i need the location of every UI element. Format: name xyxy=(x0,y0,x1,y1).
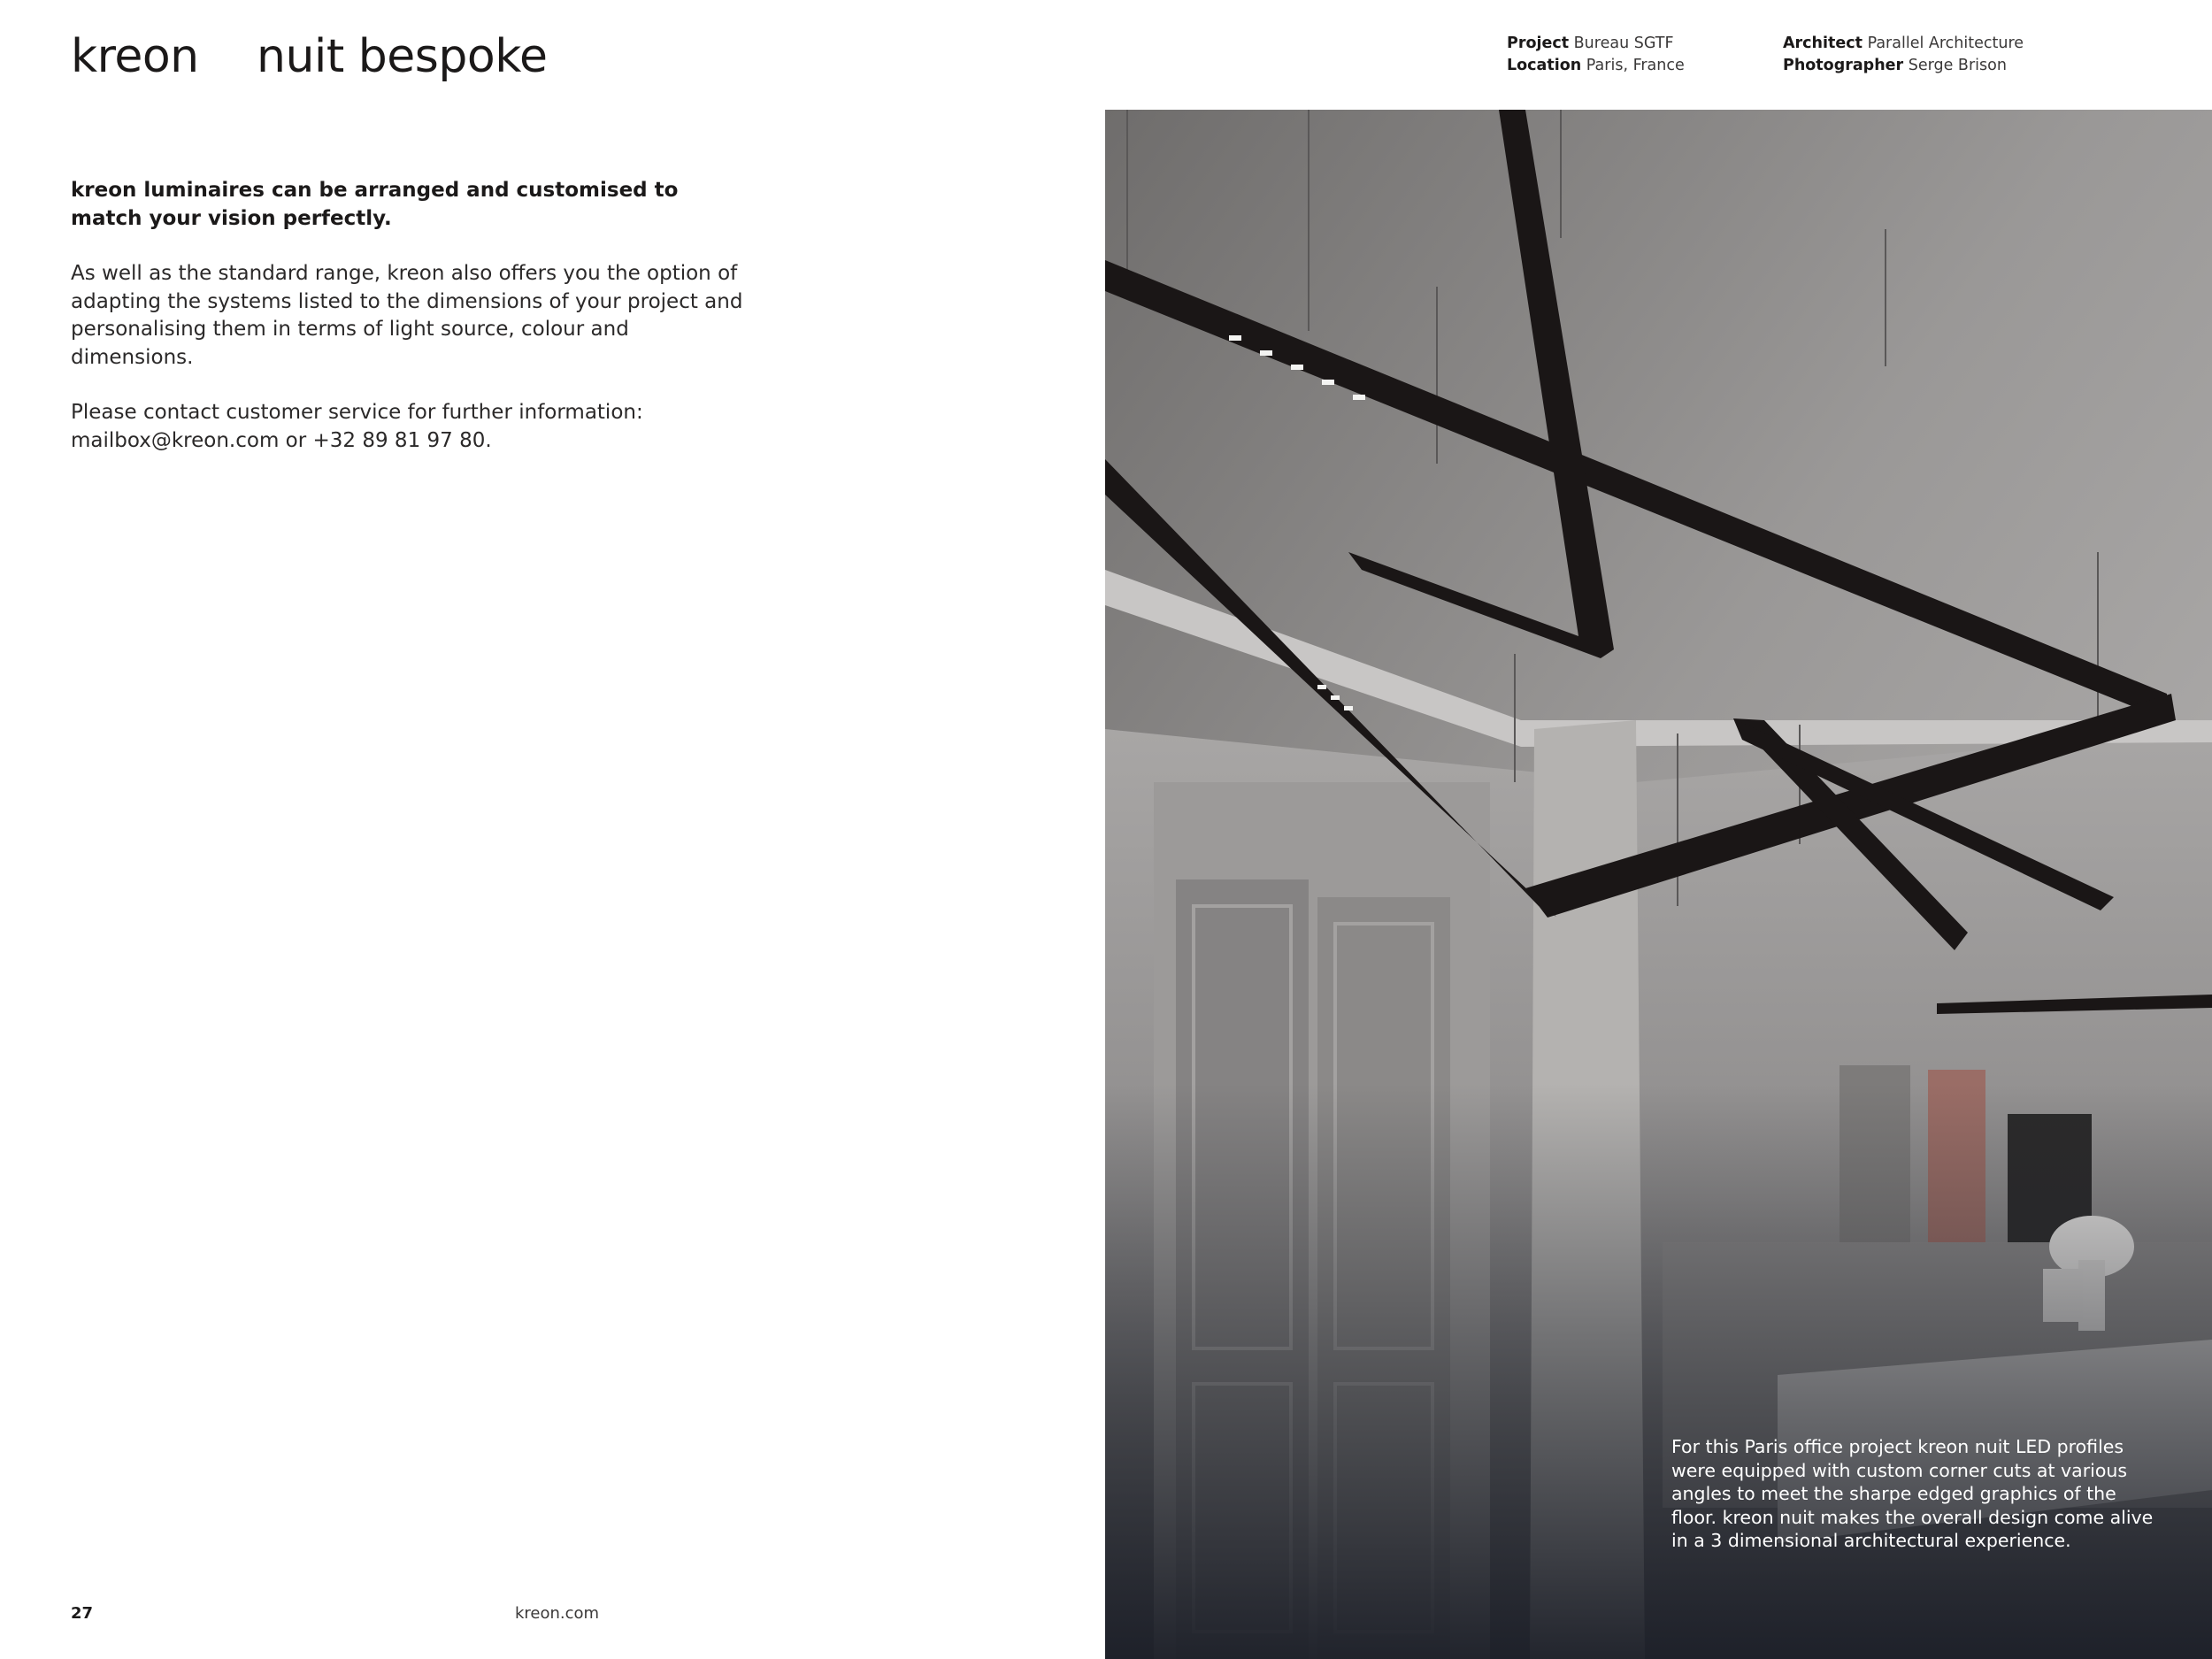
location-label: Location xyxy=(1507,57,1582,74)
office-interior-illustration xyxy=(1105,110,2212,1659)
website-link: kreon.com xyxy=(515,1604,600,1623)
architect-row xyxy=(1783,33,2024,55)
intro-lead: kreon luminaires can be arranged and customised to match your vision perfectly. xyxy=(71,179,679,230)
location-value: Paris, France xyxy=(1586,57,1685,74)
project-value: Bureau SGTF xyxy=(1573,35,1674,52)
photographer-row xyxy=(1783,55,2024,77)
architect-value: Parallel Architecture xyxy=(1867,35,2024,52)
photo-caption: For this Paris office project kreon nuit LED profiles were equipped with custom corner cuts at various angles to meet the sharpe edged graphics of the floor. kreon nuit makes the overall design come alive in a 3 dimensional architectural experience. xyxy=(1671,1436,2154,1551)
photographer-value: Serge Brison xyxy=(1908,57,2007,74)
architect-label: Architect xyxy=(1783,35,1863,52)
intro-text xyxy=(71,177,752,482)
bottom-shade xyxy=(1105,1083,2212,1659)
location-row xyxy=(1507,55,1685,77)
project-info-right xyxy=(1783,33,2024,77)
page-number: 27 xyxy=(71,1604,94,1623)
intro-paragraph-1: As well as the standard range, kreon also offers you the option of adapting the systems listed to the dimensions of your project and personalising them in terms of light source, colour and dimensions. xyxy=(71,262,743,369)
project-row xyxy=(1507,33,1685,55)
project-photo xyxy=(1105,110,2212,1659)
photographer-label: Photographer xyxy=(1783,57,1904,74)
project-label: Project xyxy=(1507,35,1570,52)
intro-paragraph-2: Please contact customer service for further information: mailbox@kreon.com or +32 89 81 97 80. xyxy=(71,401,643,452)
project-info-left xyxy=(1507,33,1685,77)
brand-logo: kreon xyxy=(71,30,199,83)
page-title: nuit bespoke xyxy=(257,30,548,83)
